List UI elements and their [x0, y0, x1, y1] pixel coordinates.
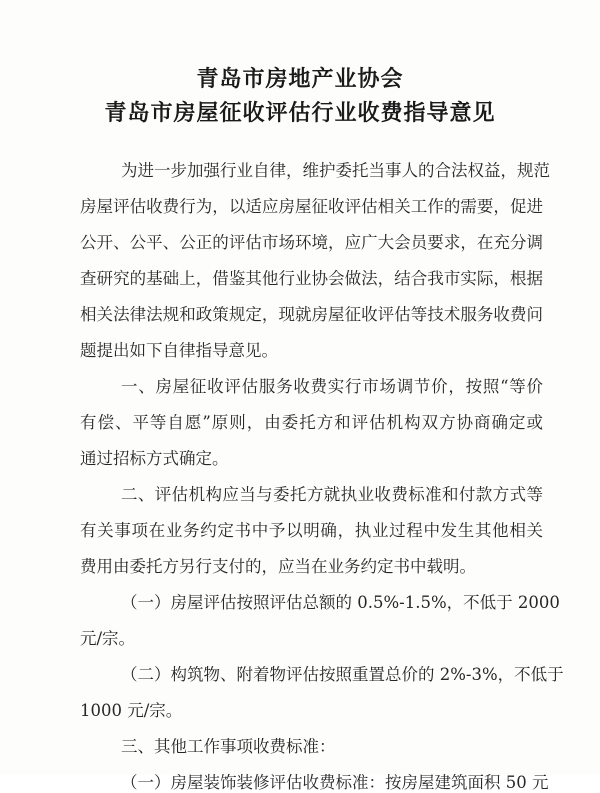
paragraph-line: 为进一步加强行业自律，维护委托当事人的合法权益，规范 [121, 161, 550, 180]
paragraph-line: 相关法律法规和政策规定，现就房屋征收评估等技术服务收费问 [80, 305, 543, 324]
paragraph-line: 元/宗。 [80, 629, 136, 648]
paragraph-line: （一）房屋装饰装修评估收费标准：按房屋建筑面积 50 元 [121, 773, 549, 792]
document-title-main: 青岛市房屋征收评估行业收费指导意见 [104, 100, 496, 126]
paragraph-line: 通过招标方式确定。 [80, 449, 229, 468]
paragraph-line: 二、评估机构应当与委托方就执业收费标准和付款方式等 [121, 485, 543, 504]
paragraph-line: 有关事项在业务约定书中予以明确，执业过程中发生其他相关 [80, 521, 543, 540]
document-title-org: 青岛市房地产业协会 [196, 66, 404, 92]
paragraph-line: 一、房屋征收评估服务收费实行市场调节价，按照“等价 [121, 377, 543, 396]
paragraph-line: 题提出如下自律指导意见。 [80, 341, 278, 360]
paragraph-line: （二）构筑物、附着物评估按照重置总价的 2%-3%，不低于 [121, 665, 564, 684]
paragraph-line: （一）房屋评估按照评估总额的 0.5%-1.5%，不低于 2000 [121, 593, 560, 612]
paragraph-line: 公开、公平、公正的评估市场环境，应广大会员要求，在充分调 [80, 233, 543, 252]
paragraph-line: 1000 元/宗。 [80, 701, 183, 720]
paragraph-line: 房屋评估收费行为，以适应房屋征收评估相关工作的需要，促进 [80, 197, 543, 216]
paragraph-line: 三、其他工作事项收费标准： [121, 737, 336, 756]
paragraph-line: 有偿、平等自愿”原则，由委托方和评估机构双方协商确定或 [80, 413, 543, 432]
paragraph-line: 费用由委托方另行支付的，应当在业务约定书中载明。 [80, 557, 476, 576]
paragraph-line: 查研究的基础上，借鉴其他行业协会做法，结合我市实际，根据 [80, 269, 543, 288]
